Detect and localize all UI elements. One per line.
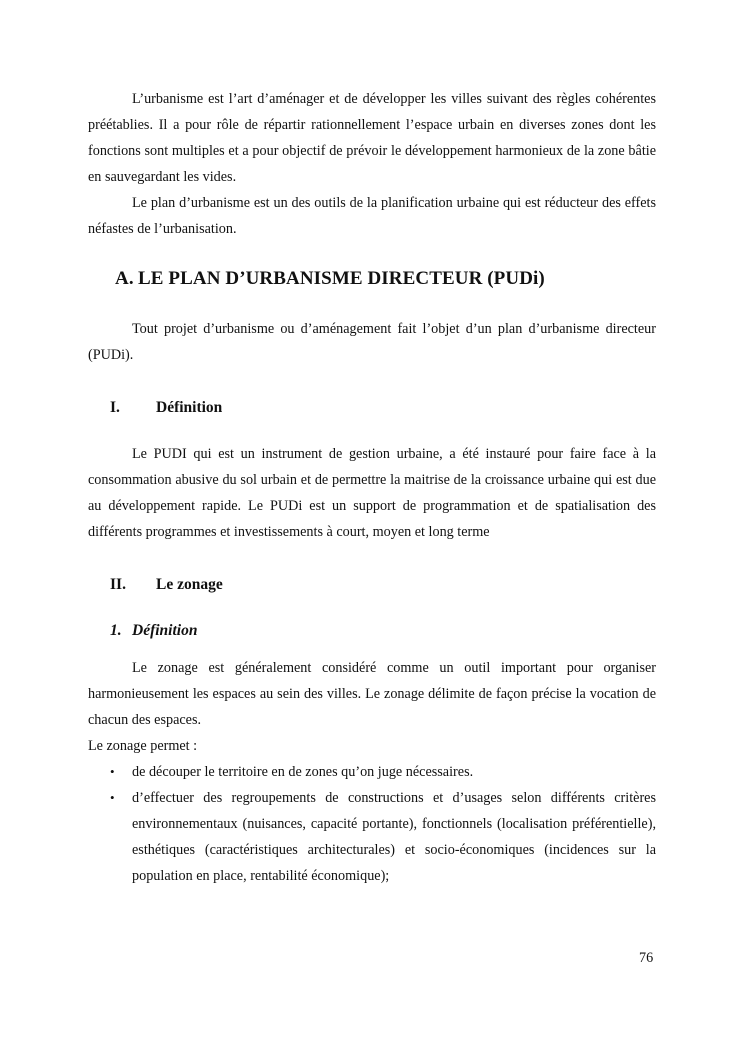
page-number: 76 — [639, 950, 654, 966]
bullet-icon: • — [110, 764, 115, 779]
section-a-block — [88, 316, 656, 368]
section-a-heading — [115, 268, 545, 290]
section-1-number: I. — [110, 399, 120, 416]
intro-paragraph-1: L’urbanisme est l’art d’aménager et de développer les villes suivant des règles cohérentes préétablies. Il a pour rôle de répartir rationnellement l’espace urbain en diverses zones dont les fonctions sont multiples et a pour objectif de prévoir le développement harmonieux de la zone bâtie en sauvegardant les vides. — [88, 91, 656, 185]
bullet-icon: • — [110, 790, 115, 805]
intro-block — [88, 86, 656, 242]
list-item-text: d’effectuer des regroupements de constructions et d’usages selon différents critères environnementaux (nuisances, capacité portante), fonctionnels (localisation préférentielle), esthétiques (caractéristiques architecturales) et socio-économiques (incidences sur la population en place, rentabilité économique); — [132, 790, 656, 884]
bullet-list — [88, 759, 656, 889]
section-a-title: LE PLAN D’URBANISME DIRECTEUR (PUDi) — [138, 268, 545, 289]
subsection-1-paragraph: Le zonage est généralement considéré comme un outil important pour organiser harmonieusement les espaces au sein des villes. Le zonage délimite de façon précise la vocation de chacun des espaces. — [88, 660, 656, 728]
section-1-paragraph: Le PUDI qui est un instrument de gestion urbaine, a été instauré pour faire face à la consommation abusive du sol urbain et de permettre la maitrise de la croissance urbaine qui est due au développement rapide. Le PUDi est un support de programmation et de spatialisation des différents programmes et investissements à court, moyen et long terme — [88, 446, 656, 540]
subsection-1-number: 1. — [110, 622, 122, 639]
subsection-1-block — [88, 655, 656, 889]
list-item — [88, 759, 656, 785]
subsection-1-lead: Le zonage permet : — [88, 738, 198, 754]
section-1-title: Définition — [156, 399, 223, 416]
subsection-1-heading — [110, 622, 197, 640]
list-item — [88, 785, 656, 889]
section-2-number: II. — [110, 576, 126, 593]
section-a-number: A. — [115, 268, 134, 289]
subsection-1-title: Définition — [132, 622, 198, 639]
section-a-paragraph: Tout projet d’urbanisme ou d’aménagement fait l’objet d’un plan d’urbanisme directeur (PUDi). — [88, 321, 656, 363]
section-1-heading — [110, 399, 222, 417]
section-2-heading — [110, 576, 223, 594]
intro-paragraph-2: Le plan d’urbanisme est un des outils de la planification urbaine qui est réducteur des effets néfastes de l’urbanisation. — [88, 195, 656, 237]
list-item-text: de découper le territoire en de zones qu’on juge nécessaires. — [132, 764, 474, 780]
section-2-title: Le zonage — [156, 576, 223, 593]
section-1-block — [88, 441, 656, 545]
